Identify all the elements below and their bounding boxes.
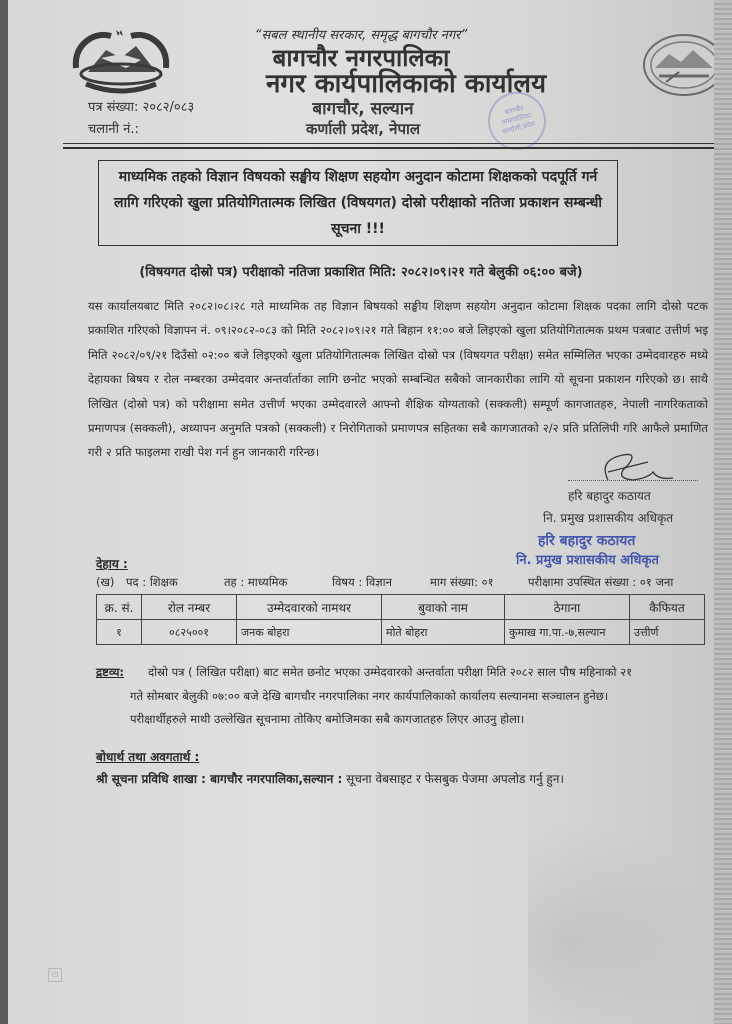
result-publish-subheading: (विषयगत दोस्रो पत्र) परीक्षाको नतिजा प्रकाशित मिति: २०८२।०९।२१ गते बेलुकी ०६:०० बजे)	[139, 265, 583, 280]
schedule-level: तह : माध्यमिक	[224, 575, 288, 589]
address-line-1: बागचौर, सल्यान	[312, 99, 414, 119]
cc-heading: बोधार्थ तथा अवगतार्थ :	[96, 750, 200, 764]
letter-number-value: २०८२/०८३	[142, 100, 195, 115]
cell-address: कुमाख गा.पा.-७,सल्यान	[505, 620, 630, 645]
header-father-name: बुवाको नाम	[382, 595, 505, 620]
letter-number	[88, 100, 194, 116]
signature-scribble-icon	[578, 450, 688, 490]
letter-number-label: पत्र संख्या:	[88, 100, 139, 115]
cell-candidate-name: जनक बोहरा	[237, 620, 382, 645]
paper-edge	[714, 0, 732, 1024]
document-page	[8, 0, 714, 1024]
table-row	[97, 620, 705, 645]
schedule-post: पद : शिक्षक	[126, 575, 178, 589]
paper-shadow	[528, 820, 714, 1024]
cell-father-name: मोते बोहरा	[382, 620, 505, 645]
table-header-row	[97, 595, 705, 620]
signer-name: हरि बहादुर कठायत	[568, 489, 651, 503]
cc-instruction: सूचना वेबसाइट र फेसबुक पेजमा अपलोड गर्नु हुन।	[346, 772, 564, 786]
schedule-demand: माग संख्या: ०१	[430, 575, 494, 589]
scan-mark-icon: ⊡	[48, 968, 62, 982]
notice-title-box: माध्यमिक तहको विज्ञान विषयको सङ्घीय शिक्षण सहयोग अनुदान कोटामा शिक्षकको पदपूर्ति गर्न लागि गरिएको खुला प्रतियोगितात्मक लिखित (विषयगत) दोस्रो परीक्षाको नतिजा प्रकाशन सम्बन्धी सूचना !!!	[98, 160, 618, 246]
motto: “सबल स्थानीय सरकार, समृद्ध बागचौर नगर”	[254, 28, 468, 43]
note-section	[96, 661, 708, 732]
dispatch-number-label: चलानी नं.:	[88, 122, 139, 137]
header-serial: क्र. सं.	[97, 595, 142, 620]
municipality-name: बागचौर नगरपालिका	[272, 44, 450, 72]
cc-recipient-line	[96, 771, 564, 787]
schedule-present: परीक्षामा उपस्थित संख्या : ०१ जना	[528, 575, 674, 589]
results-table	[96, 594, 705, 645]
header-divider	[63, 143, 714, 144]
post-details	[96, 574, 714, 590]
body-paragraph: यस कार्यालयबाट मिति २०८२।०८।२८ गते माध्यमिक तह विज्ञान बिषयको सङ्घीय शिक्षण सहयोग अनुदान कोटामा शिक्षक पदका लागि दोस्रो पटक प्रकाशित गरिएको विज्ञापन नं. ०९।२०८२-०८३ को मिति २०८२।०९।२१ गते बिहान ११:०० बजे लिइएको खुला प्रतियोगितात्मक प्रथम पत्रबाट उत्तीर्ण भइ मिति २०८२/०९/२१ दिउँसो ०२:०० बजे लिइएको खुला प्रतियोगितात्मक लिखित दोस्रो पत्र (विषयगत परीक्षा) समेत सम्मिलित भएका उम्मेदवारहरु मध्ये देहायका बिषय र रोल नम्बरका उम्मेदवार अन्तर्वार्ताका लागि छनोट भएको सम्बन्धित सबैको जानकारीका लागि यो सूचना प्रकाशन गरिएको छ। साथै लिखित (दोस्रो पत्र) को परीक्षामा समेत उत्तीर्ण भएका उम्मेदवारले आफ्नो शैक्षिक योग्यताको (सक्कली) सम्पूर्ण कागजातहरु, नेपाली नागरिकताको प्रमाणपत्र (सक्कली), अध्यापन अनुमति पत्रको (सक्कली) र निरोगिताको प्रमाणपत्र सहितका सबै कागजातको २/२ प्रति प्रतिलिपी गरि आफैले प्रमाणित गरी २ प्रति फाइलमा राखी पेश गर्न हुन जानकारी गरिन्छ।	[88, 299, 708, 460]
cell-remarks: उत्तीर्ण	[630, 620, 705, 645]
header-remarks: कैफियत	[630, 595, 705, 620]
note-line-1: दोस्रो पत्र ( लिखित परीक्षा) बाट समेत छनोट भएका उम्मेदवारको अन्तर्वाता परीक्षा मिति २०८२ साल पौष महिनाको २१	[148, 665, 633, 679]
cc-recipient: श्री सूचना प्रविधि शाखा : बागचौर नगरपालिका,सल्यान :	[96, 772, 343, 786]
signer-title: नि. प्रमुख प्रशासकीय अधिकृत	[543, 511, 674, 525]
address-line-2: कर्णाली प्रदेश, नेपाल	[305, 120, 421, 138]
signer-stamp-name: हरि बहादुर कठायत	[538, 533, 636, 549]
header-candidate-name: उम्मेदवारको नामथर	[237, 595, 382, 620]
header-divider-thick	[63, 147, 714, 149]
signer-stamp-title: नि. प्रमुख प्रशासकीय अधिकृत	[516, 553, 659, 568]
cell-roll-number: ०८२५००१	[142, 620, 237, 645]
note-line-3: परीक्षार्थीहरुले माथी उल्लेखित सूचनामा तोकिए बमोजिमका सबै कागजातहरु लिएर आउनु होला।	[130, 712, 525, 726]
schedule-group: (ख)	[96, 575, 115, 589]
office-stamp: बागचौर नगरपालिका कर्णाली प्रदेश	[481, 85, 552, 156]
signature-line	[568, 480, 698, 482]
office-name: नगर कार्यपालिकाको कार्यालय	[265, 69, 547, 99]
note-label: द्रष्टव्य:	[96, 665, 125, 679]
schedule-heading: देहाय :	[96, 557, 128, 571]
cell-serial: १	[97, 620, 142, 645]
note-line-2: गते सोमबार बेलुकी ०७:०० बजे देखि बागचौर नगरपालिका नगर कार्यपालिकाको कार्यालय सल्यानमा सञ्चालन हुनेछ।	[130, 688, 609, 703]
schedule-subject: विषय : विज्ञान	[332, 575, 392, 589]
header-roll-number: रोल नम्बर	[142, 595, 237, 620]
header-address: ठेगाना	[505, 595, 630, 620]
